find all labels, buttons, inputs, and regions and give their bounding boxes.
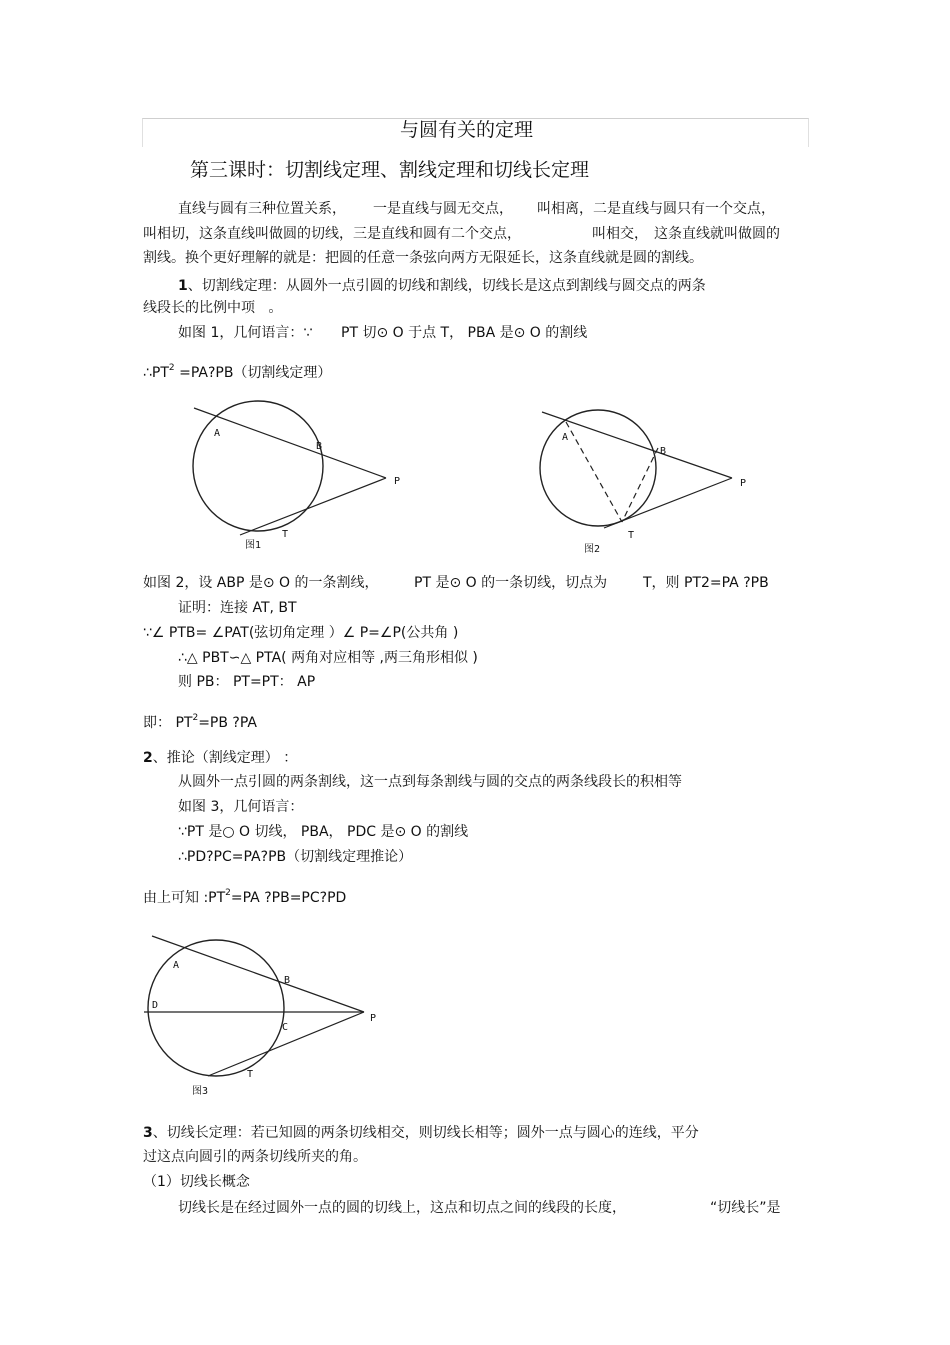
section1-line1: [178, 277, 706, 295]
fig1-label-b: B: [316, 441, 323, 452]
proof-similar: ∴△ PBT∽△ PTA( 两角对应相等 ,两三角形相似 ): [178, 650, 478, 666]
section3-number: 3: [143, 1125, 153, 1141]
section2-statement: 从圆外一点引圆的两条割线，这一点到每条割线与圆的交点的两条线段长的积相等: [178, 774, 682, 790]
fig1-caption: 图1: [245, 540, 262, 551]
conclusion-exponent: 2: [168, 363, 175, 373]
fig3-label-p: P: [370, 1013, 377, 1024]
result-lhs: 即： PT: [143, 715, 193, 731]
section3-line1-text: 、切线长定理：若已知圆的两条切线相交，则切线长相等；圆外一点与圆心的连线，平分: [152, 1125, 699, 1141]
conclusion-lhs: ∴PT: [143, 365, 169, 381]
figure-2: [530, 398, 770, 558]
result-rhs: =PB ?PA: [198, 715, 257, 731]
proof-result: [143, 714, 257, 734]
fig2-circle: [540, 410, 656, 526]
intro-line1b: 一是直线与圆无交点，: [373, 201, 513, 217]
section3-line2: 过这点向圆引的两条切线所夹的角。: [143, 1149, 367, 1165]
fig1-label-t: T: [282, 529, 289, 540]
section1-line2-end: 。: [268, 300, 283, 316]
summary-lhs: 由上可知 :PT: [143, 890, 226, 906]
intro-line2a: 叫相切，这条直线叫做圆的切线，三是直线和圆有二个交点，: [143, 226, 521, 242]
section2-conclusion: ∴PD?PC=PA?PB（切割线定理推论）: [178, 849, 413, 865]
section3-def-a: 切线长是在经过圆外一点的圆的切线上，这点和切点之间的线段的长度，: [178, 1200, 626, 1216]
fig2-label-b: B: [660, 446, 667, 457]
section2-heading-text: 、推论（割线定理） ：: [152, 750, 298, 766]
section1-geo-a: 如图 1，几何语言：∵: [178, 325, 313, 341]
section1-line2: [143, 299, 282, 317]
fig2-chord-bt: [622, 448, 658, 522]
intro-line2b: 叫相交，: [592, 226, 648, 242]
section3-def-b: “切线长”是: [710, 1200, 781, 1216]
fig3-label-c: C: [282, 1022, 289, 1033]
intro-line3: 割线。换个更好理解的就是：把圆的任意一条弦向两方无限延长，这条直线就是圆的割线。: [143, 250, 703, 266]
fig2-label-a: A: [562, 432, 569, 443]
summary-rhs: =PA ?PB=PC?PD: [230, 890, 347, 906]
fig3-caption: 图3: [192, 1086, 209, 1097]
section1-number: 1: [178, 278, 188, 294]
fig1-secant: [194, 408, 386, 478]
intro-line1c: 叫相离，二是直线与圆只有一个交点，: [537, 201, 775, 217]
intro-line2c: 这条直线就叫做圆的: [654, 226, 780, 242]
fig3-circle: [148, 940, 284, 1076]
proof-ratio: 则 PB： PT=PT： AP: [178, 674, 316, 690]
proof-setup-a: 如图 2，设 ABP 是⊙ O 的一条割线，: [143, 575, 379, 591]
fig3-label-a: A: [173, 960, 180, 971]
fig2-secant: [542, 412, 732, 478]
fig1-circle: [193, 401, 323, 531]
section2-heading: [143, 749, 297, 767]
section3-sub1: （1）切线长概念: [143, 1174, 250, 1190]
fig3-secant-pba: [152, 936, 364, 1012]
fig2-label-t: T: [628, 530, 635, 541]
section1-geo-b: PT 切⊙ O 于点 T， PBA 是⊙ O 的割线: [341, 325, 588, 341]
fig2-label-p: P: [740, 478, 747, 489]
section1-line2-text: 线段长的比例中项: [143, 300, 255, 316]
section2-given: ∵PT 是○ O 切线， PBA， PDC 是⊙ O 的割线: [178, 824, 469, 840]
section2-summary: [143, 889, 346, 909]
page-title: 与圆有关的定理: [400, 119, 534, 141]
section1-conclusion: [143, 364, 331, 384]
intro-line1a: 直线与圆有三种位置关系，: [178, 201, 346, 217]
section3-line1: [143, 1124, 699, 1142]
fig3-label-t: T: [247, 1069, 254, 1080]
fig2-caption: 图2: [584, 544, 601, 555]
page-subtitle: 第三课时：切割线定理、割线定理和切线长定理: [190, 159, 590, 181]
proof-setup-b: PT 是⊙ O 的一条切线，切点为: [414, 575, 608, 591]
figure-1: [180, 398, 420, 558]
fig1-tangent: [240, 478, 386, 535]
summary-exponent: 2: [225, 888, 231, 898]
fig1-label-p: P: [394, 476, 401, 487]
section2-geo: 如图 3，几何语言：: [178, 799, 304, 815]
fig1-label-a: A: [214, 428, 221, 439]
conclusion-rhs: =PA?PB（切割线定理）: [179, 365, 332, 381]
proof-setup-c: T，则 PT2=PA ?PB: [643, 575, 769, 591]
proof-connect: 证明：连接 AT, BT: [178, 600, 297, 616]
proof-angles: ∵∠ PTB= ∠PAT(弦切角定理 ）∠ P=∠P(公共角 ): [143, 625, 459, 641]
fig3-label-d: D: [152, 1000, 159, 1011]
figure-3: [140, 928, 390, 1103]
section1-text: 、切割线定理：从圆外一点引圆的切线和割线，切线长是这点到割线与圆交点的两条: [187, 278, 706, 294]
section2-number: 2: [143, 750, 153, 766]
fig3-label-b: B: [284, 975, 291, 986]
result-exponent: 2: [192, 713, 199, 723]
